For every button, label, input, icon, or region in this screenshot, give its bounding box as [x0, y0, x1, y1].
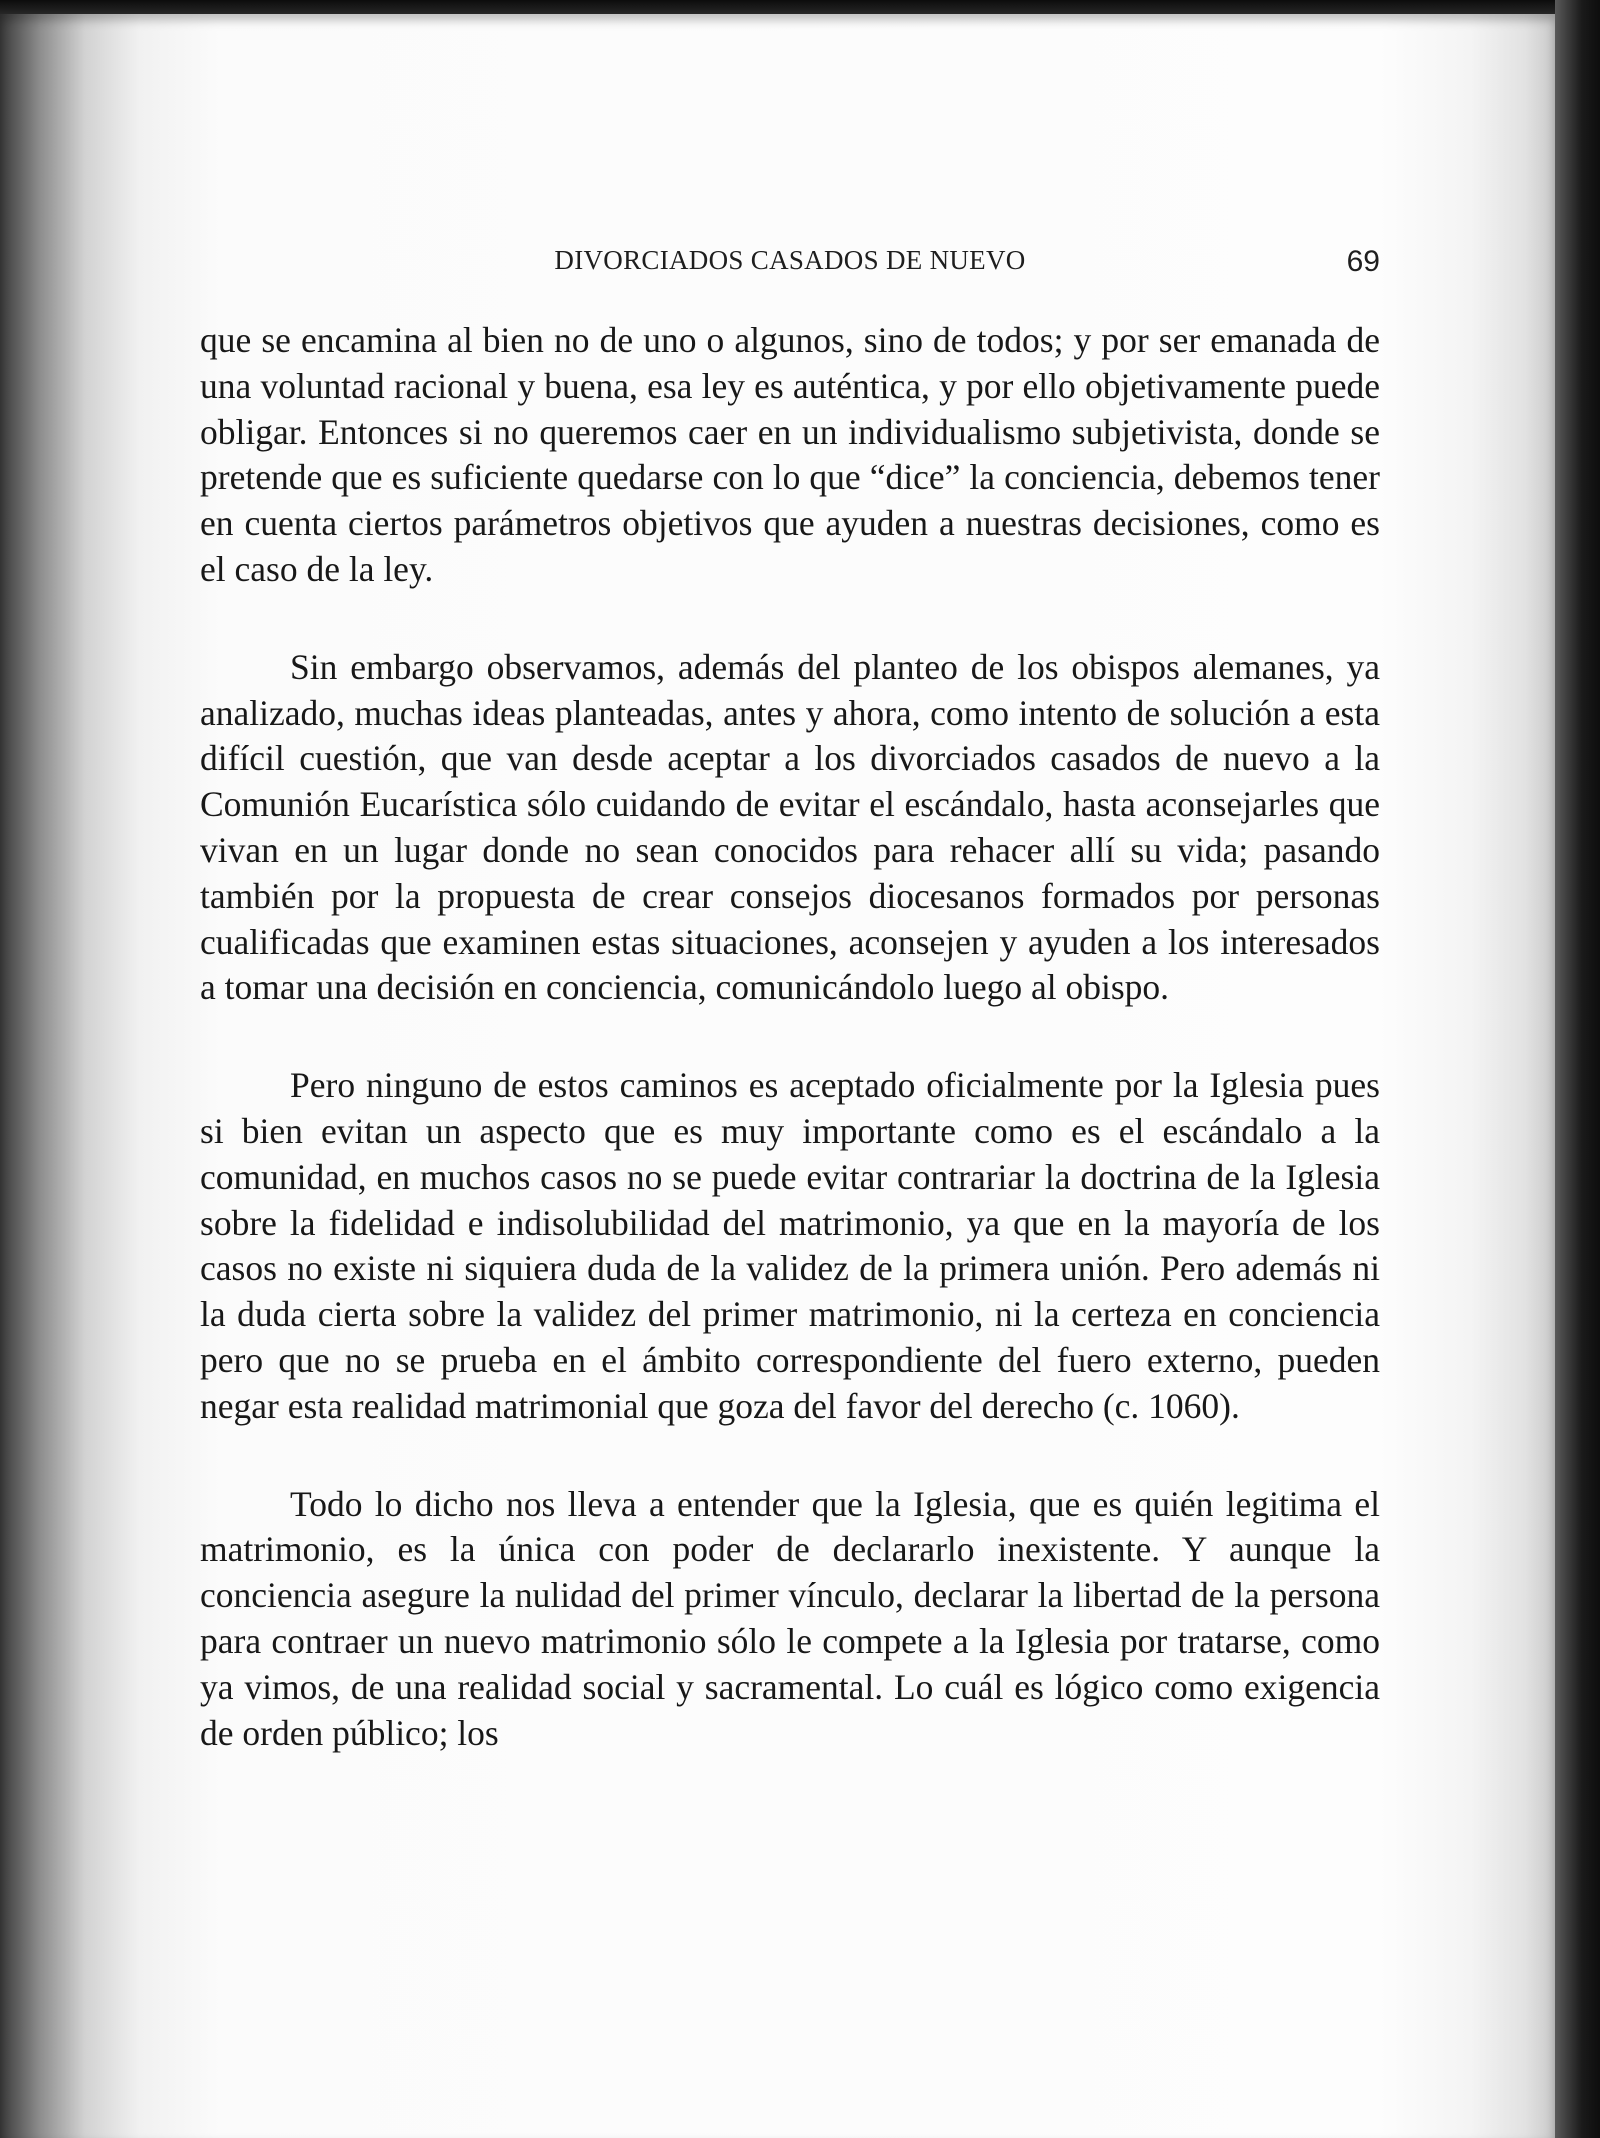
paragraph: Todo lo dicho nos lleva a entender que la Iglesia, que es quién legitima el matrimonio, es la única con poder de declararlo inexistente. Y aunque la conciencia asegure la nulidad del primer vínculo, declarar la libertad de la persona para contraer un nuevo matrimonio sólo le compete a la Iglesia por tratarse, como ya vimos, de una realidad social y sacramental. Lo cuál es lógico como exigencia de orden público; los — [200, 1483, 1380, 1753]
running-head: DIVORCIADOS CASADOS DE NUEVO — [554, 245, 1026, 275]
body-text — [200, 318, 1380, 1808]
binding-edge — [1555, 0, 1600, 2138]
paragraph: Pero ninguno de estos caminos es aceptado oficialmente por la Iglesia pues si bien evitan un aspecto que es muy importante como es el escándalo a la comunidad, en muchos casos no se puede evitar contrariar la doctrina de la Iglesia sobre la fidelidad e indisolubilidad del matrimonio, ya que en la mayoría de los casos no existe ni siquiera duda de la validez de la primera unión. Pero además ni la duda cierta sobre la validez del primer matrimonio, ni la certeza en conciencia pero que no se prueba en el ámbito correspondiente del fuero externo, pueden negar esta realidad matrimonial que goza del favor del derecho (c. 1060). — [200, 1065, 1380, 1426]
paragraph: Sin embargo observamos, además del planteo de los obispos alemanes, ya analizado, muchas ideas planteadas, antes y ahora, como intento de solución a esta difícil cuestión, que van desde aceptar a los divorciados casados de nuevo a la Comunión Eucarística sólo cuidando de evitar el escándalo, hasta aconsejarles que vivan en un lugar donde no sean conocidos para rehacer allí su vida; pasando también por la propuesta de crear consejos diocesanos formados por personas cualificadas que examinen estas situaciones, aconsejen y ayuden a los interesados a tomar una decisión en conciencia, comunicándolo luego al obispo. — [200, 646, 1380, 1008]
page-number: 69 — [1346, 245, 1380, 278]
page-header — [200, 245, 1380, 285]
paragraph-continued: que se encamina al bien no de uno o algunos, sino de todos; y por ser emanada de una voluntad racional y buena, esa ley es auténtica, y por ello objetivamente puede obligar. Entonces si no queremos caer en un individualismo subjetivista, donde se pretende que es suficiente quedarse con lo que “dice” la conciencia, debemos tener en cuenta ciertos parámetros objetivos que ayuden a nuestras decisiones, como es el caso de la ley. — [200, 320, 1380, 589]
